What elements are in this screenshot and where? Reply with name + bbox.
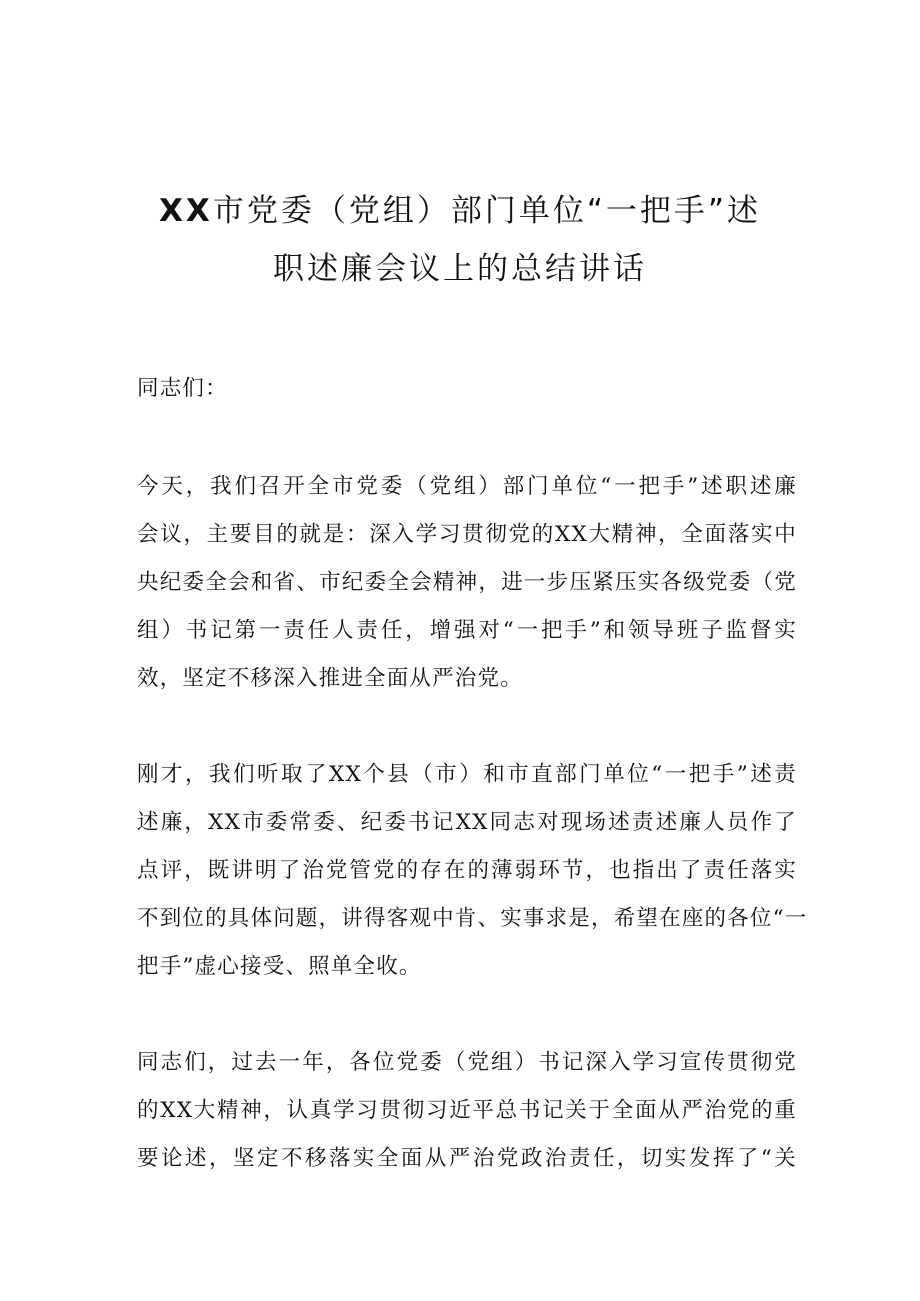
title-prefix: XX xyxy=(159,193,213,229)
title-line-1 xyxy=(100,182,820,240)
salutation: 同志们： xyxy=(137,376,228,401)
paragraph-3-line-3: 要论述，坚定不移落实全面从严治党政治责任，切实发挥了“关 xyxy=(137,1146,797,1171)
paragraph-1-line-1: 今天，我们召开全市党委（党组）部门单位“一把手”述职述廉 xyxy=(137,474,797,499)
title-line-2: 职述廉会议上的总结讲话 xyxy=(273,251,647,287)
paragraph-1-line-4: 组）书记第一责任人责任，增强对“一把手”和领导班子监督实 xyxy=(137,618,797,643)
paragraph-3-line-2: 的XX大精神，认真学习贯彻习近平总书记关于全面从严治党的重 xyxy=(137,1098,797,1123)
paragraph-2-line-2: 述廉，XX市委常委、纪委书记XX同志对现场述责述廉人员作了 xyxy=(137,810,797,835)
paragraph-2-line-4: 不到位的具体问题，讲得客观中肯、实事求是，希望在座的各位“一 xyxy=(137,906,808,931)
title-line-1-text: 市党委（党组）部门单位“一把手”述 xyxy=(212,193,761,229)
paragraph-1-line-3: 央纪委全会和省、市纪委全会精神，进一步压紧压实各级党委（党 xyxy=(137,570,797,595)
paragraph-1-line-5: 效，坚定不移深入推进全面从严治党。 xyxy=(137,666,523,691)
paragraph-2-line-3: 点评，既讲明了治党管党的存在的薄弱环节，也指出了责任落实 xyxy=(137,858,797,883)
paragraph-3-line-1: 同志们，过去一年，各位党委（党组）书记深入学习宣传贯彻党 xyxy=(137,1050,797,1075)
paragraph-2-line-1: 刚才，我们听取了XX个县（市）和市直部门单位“一把手”述责 xyxy=(137,762,797,787)
paragraph-1-line-2: 会议，主要目的就是：深入学习贯彻党的XX大精神，全面落实中 xyxy=(137,522,797,547)
document-title xyxy=(100,182,820,298)
paragraph-2-line-5: 把手”虚心接受、照单全收。 xyxy=(137,954,422,979)
